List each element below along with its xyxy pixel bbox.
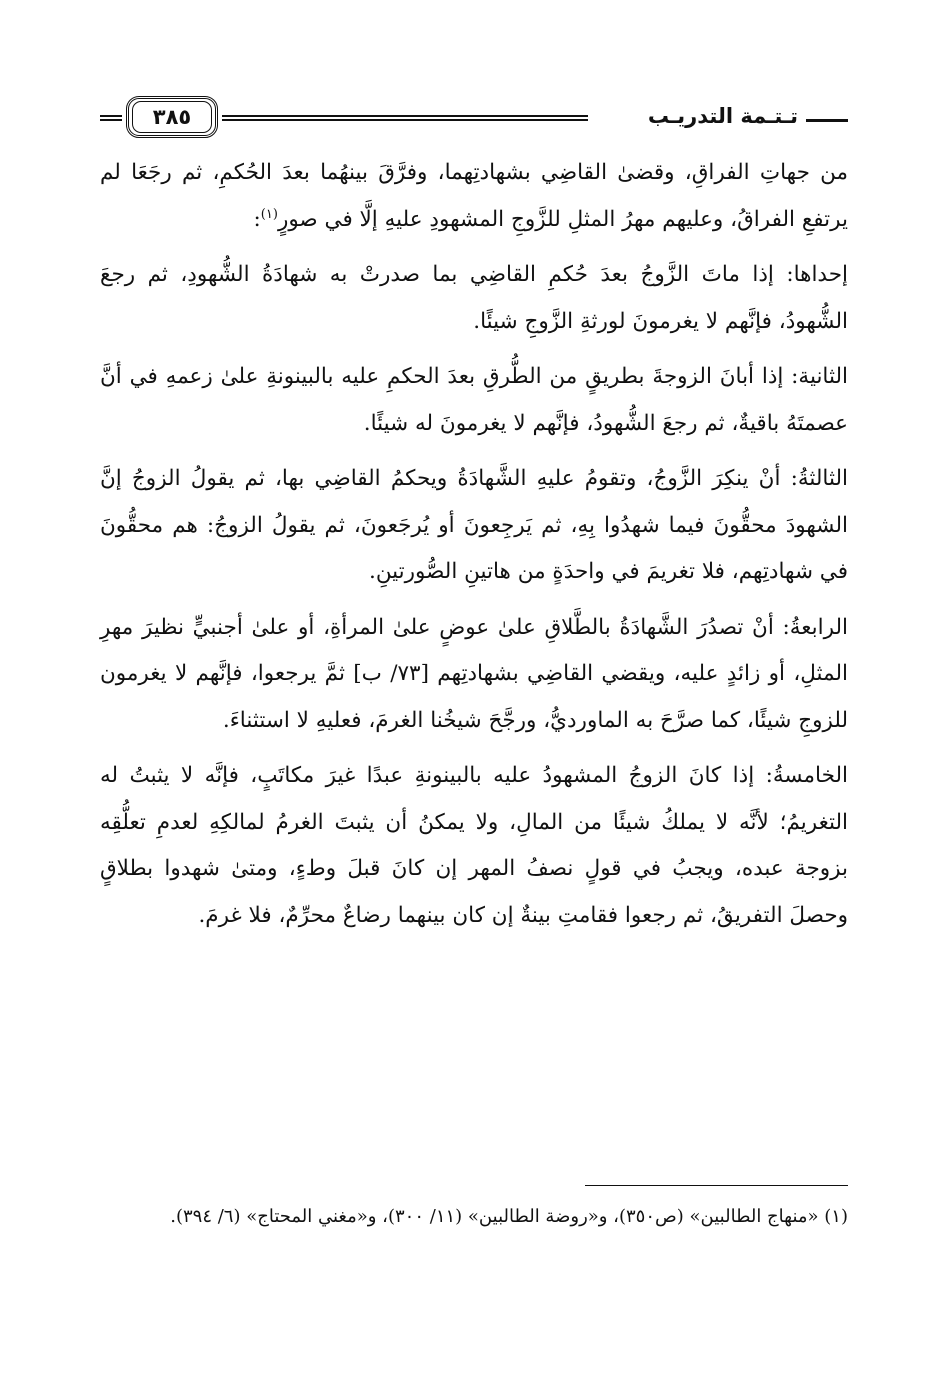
paragraph-first-case: إحداها: إذا ماتَ الزَّوجُ بعدَ حُكمِ القاضِي بما صدرتْ به شهادَةُ الشُّهودِ، ثم رجعَ الشُّهودُ، فإنَّهم لا يغرمونَ لورثةِ الزَّوجِ شيئًا. bbox=[100, 262, 848, 334]
paragraph-fifth-case: الخامسةُ: إذا كانَ الزوجُ المشهودُ عليه بالبينونةِ عبدًا غيرَ مكاتَبٍ، فإنَّه لا يثبتُ له التغريمُ؛ لأنَّه لا يملكُ شيئًا من المالِ، ولا يمكنُ أن يثبتَ الغرمُ لمالكِهِ لعدمِ تعلُّقِه بزوجة عبده، ويجبُ في قولٍ نصفُ المهر إن كانَ قبلَ وطءٍ، ومتىٰ شهدوا بطلاقٍ وحصلَ التفريقُ، ثم رجعوا فقامتِ بينةٌ إن كان بينهما رضاعٌ محرِّمٌ، فلا غرمَ. bbox=[100, 763, 848, 928]
header-rule bbox=[222, 115, 588, 121]
page-number: ٣٨٥ bbox=[132, 101, 212, 133]
footnote-separator bbox=[585, 1185, 848, 1186]
paragraph-second-case: الثانية: إذا أبانَ الزوجةَ بطريقٍ من الطُّرقِ بعدَ الحكمِ عليه بالبينونةِ علىٰ زعمهِ في أنَّ عصمتَهُ باقيةٌ، ثم رجعَ الشُّهودُ، فإنَّهم لا يغرمونَ له شيئًا. bbox=[100, 364, 848, 436]
page-header bbox=[100, 92, 848, 142]
header-dash bbox=[806, 119, 848, 122]
page-number-frame bbox=[126, 96, 218, 138]
header-rule-left bbox=[100, 115, 122, 121]
paragraph-third-case: الثالثةُ: أنْ ينكِرَ الزَّوجُ، وتقومُ عليهِ الشَّهادَةُ ويحكمُ القاضِي بها، ثم يقولُ الزوجُ إنَّ الشهودَ محقُّونَ فيما شهدُوا بِهِ، ثم يَرجِعونَ أو يُرجَعونَ، ثم يقولُ الزوجُ: هم محقُّونَ في شهادتِهم، فلا تغريمَ في واحدَةٍ من هاتينِ الصُّورتينِ. bbox=[100, 466, 848, 584]
body-text bbox=[100, 150, 848, 948]
paragraph-intro bbox=[100, 150, 848, 243]
footnote-marker[interactable]: (١) bbox=[260, 206, 278, 222]
footnote-1: (١) «منهاج الطالبين» (ص٣٥٠)، و«روضة الطالبين» (١١/ ٣٠٠)، و«مغني المحتاج» (٦/ ٣٩٤). bbox=[170, 1206, 848, 1227]
paragraph-fourth-case: الرابعةُ: أنْ تصدُرَ الشَّهادَةُ بالطَّلاقِ علىٰ عوضٍ علىٰ المرأةِ، أو علىٰ أجنبيٍّ نظيرَ مهرِ المثلِ، أو زائدٍ عليه، ويقضي القاضِي بشهادتِهم [٧٣/ ب] ثمَّ يرجعوا، فإنَّهم لا يغرمون للزوجِ شيئًا، كما صرَّحَ به الماورديُّ، ورجَّحَ شيخُنا الغرمَ، فعليهِ لا استثناءَ. bbox=[100, 614, 849, 733]
running-title: تـتـمة التدريـب bbox=[647, 104, 798, 128]
footnotes bbox=[100, 1197, 848, 1237]
paragraph-text: من جهاتِ الفراقِ، وقضىٰ القاضِي بشهادتِهما، وفرَّقَ بينهُما بعدَ الحُكمِ، ثم رجَعَا لم يرتفعِ الفراقُ، وعليهم مهرُ المثلِ للزَّوجِ المشهودِ عليهِ إلَّا في صورٍ bbox=[100, 160, 848, 232]
colon: : bbox=[253, 206, 261, 232]
